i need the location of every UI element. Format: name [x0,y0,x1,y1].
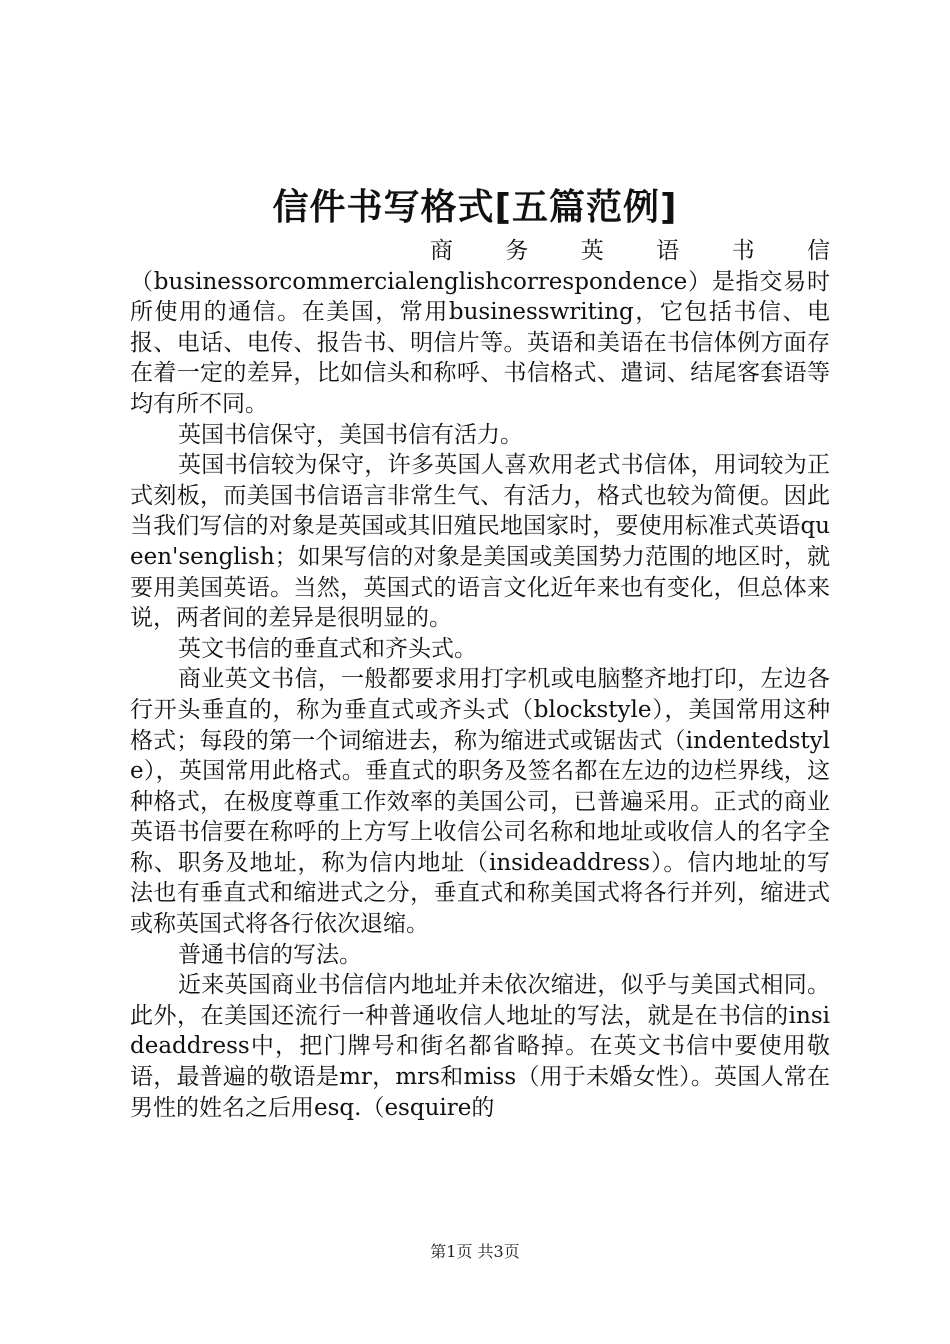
paragraph: 近来英国商业书信信内地址并未依次缩进，似乎与美国式相同。此外，在美国还流行一种普通收信人地址的写法，就是在书信的insideaddress中，把门牌号和街名都省略掉。在英文书信中要使用敬语，最普遍的敬语是mr，mrs和miss（用于未婚女性）。英国人常在男性的姓名之后用esq.（esquire的 [130,972,830,1121]
lead-char: 信 [806,238,830,264]
lead-char: 商 [430,238,453,264]
lead-spread-line [130,236,830,267]
lead-char: 书 [731,238,755,264]
paragraph: 商业英文书信，一般都要求用打字机或电脑整齐地打印，左边各行开头垂直的，称为垂直式或齐头式（blockstyle），美国常用这种格式；每段的第一个词缩进去，称为缩进式或锯齿式（indentedstyle），英国常用此格式。垂直式的职务及签名都在左边的边栏界线，这种格式，在极度尊重工作效率的美国公司，已普遍采用。正式的商业英语书信要在称呼的上方写上收信公司名称和地址或收信人的名字全称、职务及地址，称为信内地址（insideaddress）。信内地址的写法也有垂直式和缩进式之分，垂直式和称美国式将各行并列，缩进式或称英国式将各行依次退缩。 [130,666,830,938]
lead-char: 语 [656,238,680,264]
section-heading: 普通书信的写法。 [178,941,362,968]
page-footer: 第1页 共3页 [430,1242,520,1261]
paragraph: 英国书信较为保守，许多英国人喜欢用老式书信体，用词较为正式刻板，而美国书信语言非常生气、有活力，格式也较为简便。因此当我们写信的对象是英国或其旧殖民地国家时，要使用标准式英语queen'senglish；如果写信的对象是美国或美国势力范围的地区时，就要用美国英语。当然，英国式的语言文化近年来也有变化，但总体来说，两者间的差异是很明显的。 [130,452,830,632]
lead-char: 英 [580,238,604,264]
document-title: 信件书写格式[五篇范例] [272,187,678,228]
section-heading: 英文书信的垂直式和齐头式。 [178,635,477,662]
paragraph-intro: （businessorcommercialenglishcorrespondence）是指交易时所使用的通信。在美国，常用businesswriting，它包括书信、电报、电话、电传、报告书、明信片等。英语和美语在书信体例方面存在着一定的差异，比如信头和称呼、书信格式、遣词、结尾客套语等均有所不同。 [130,268,830,417]
section-heading: 英国书信保守，美国书信有活力。 [178,421,523,448]
lead-char: 务 [505,238,529,264]
document-body [130,236,830,1123]
